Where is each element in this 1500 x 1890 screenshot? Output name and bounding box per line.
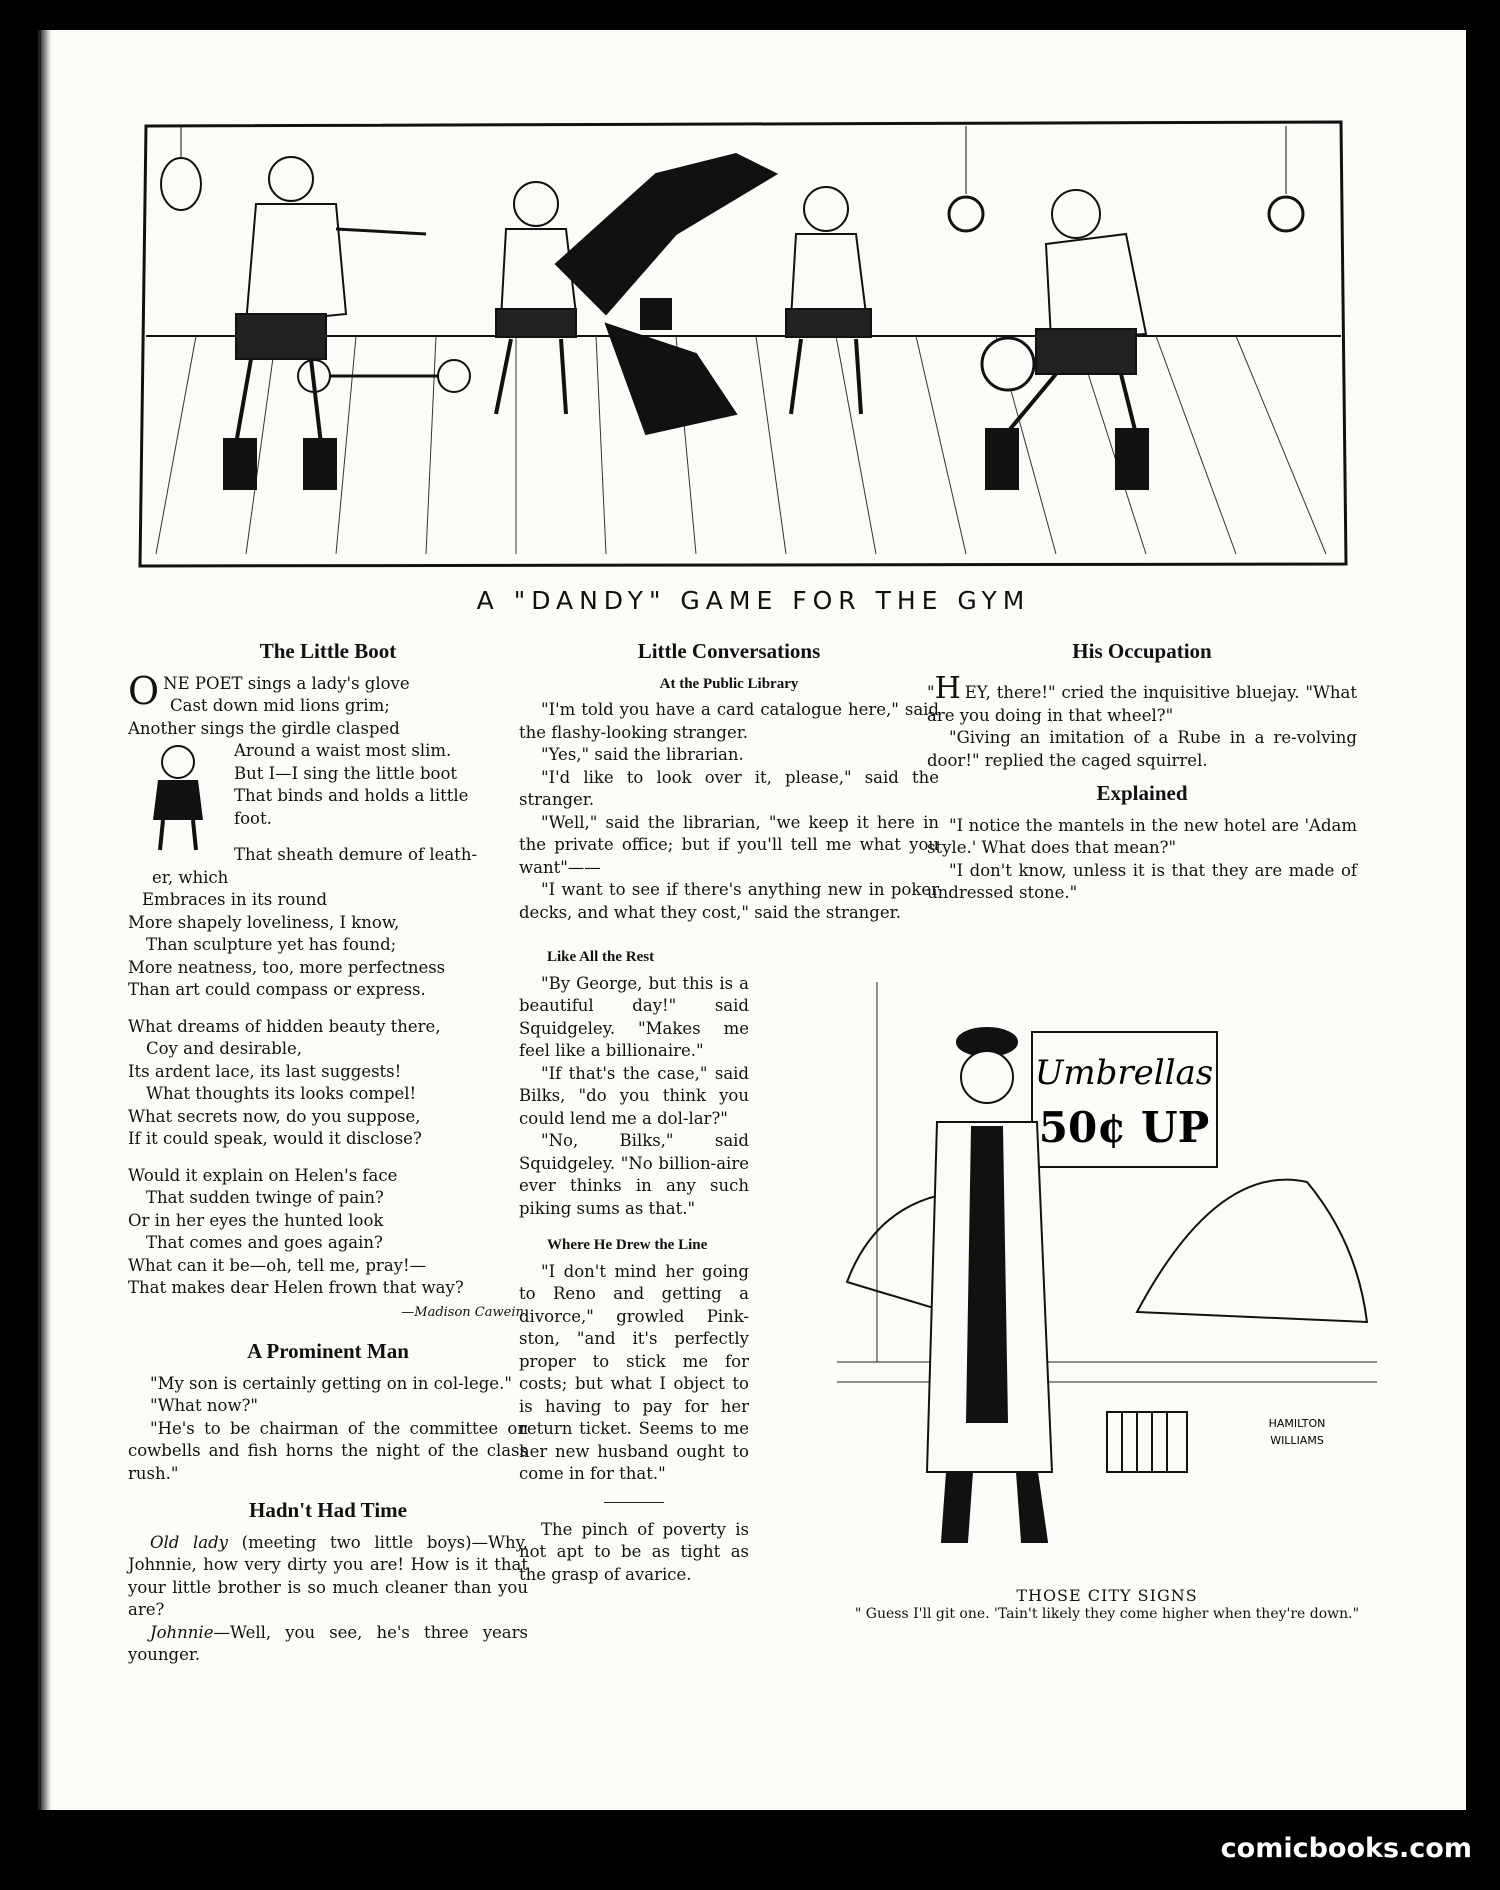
poem-little-boot xyxy=(128,668,528,1325)
paragraph: "If that's the case," said Bilks, "do you think you could lend me a dol-lar?" xyxy=(519,1063,749,1128)
paragraph: "I don't know, unless it is that they are made of undressed stone." xyxy=(927,860,1357,902)
column-1 xyxy=(128,636,528,1667)
poem-line: Cast down mid lions grim; xyxy=(170,696,390,715)
poem-line: er, which xyxy=(152,867,229,887)
paragraph: "Well," said the librarian, "we keep it here in the private office; but if you'll tell me what you want"—— xyxy=(519,812,939,877)
poem-line: NE POET sings a lady's glove xyxy=(163,673,410,693)
poem-line: Coy and desirable, xyxy=(146,1039,303,1058)
article-title: The Little Boot xyxy=(259,639,397,663)
column-3 xyxy=(927,636,1357,905)
article-title: Explained xyxy=(1096,781,1188,805)
poem-line: foot. xyxy=(234,808,272,828)
paragraph xyxy=(927,670,1357,728)
paragraph: "Giving an imitation of a Rube in a re-volving door!" replied the caged squirrel. xyxy=(927,728,1357,770)
poem-line: More shapely loveliness, I know, xyxy=(128,912,400,932)
poem-signature: —Madison Cawein. xyxy=(401,1304,528,1320)
paragraph: "He's to be chairman of the committee on cowbells and fish horns the night of the class rush." xyxy=(128,1418,528,1483)
poem-stanza xyxy=(128,1165,528,1300)
divider xyxy=(604,1502,664,1503)
site-watermark: comicbooks.com xyxy=(1220,1833,1472,1864)
poem-line: What secrets now, do you suppose, xyxy=(128,1106,421,1126)
poem-line: That comes and goes again? xyxy=(146,1233,383,1252)
paragraph: The pinch of poverty is not apt to be as tight as the grasp of avarice. xyxy=(519,1519,749,1584)
paragraph xyxy=(128,1622,528,1667)
paragraph xyxy=(128,1532,528,1622)
sign-text-price: 50¢ UP xyxy=(1038,1103,1210,1152)
drop-cap: H xyxy=(934,670,961,706)
article-title: Hadn't Had Time xyxy=(249,1498,407,1522)
poem-line: But I—I sing the little boot xyxy=(234,763,458,783)
dialogue-text: EY, there!" cried the inquisitive bluejay. "What are you doing in that wheel?" xyxy=(927,682,1357,725)
poem-line: What can it be—oh, tell me, pray!— xyxy=(128,1255,427,1275)
poem-line: More neatness, too, more perfectness xyxy=(128,957,446,977)
paragraph: "By George, but this is a beautiful day!" said Squidgeley. "Makes me feel like a billionaire." xyxy=(519,973,749,1060)
paragraph: "I want to see if there's anything new in poker decks, and what they cost," said the stranger. xyxy=(519,880,939,922)
paragraph: "I'd like to look over it, please," said the stranger. xyxy=(519,767,939,809)
poem-line: Another sings the girdle clasped xyxy=(128,718,400,738)
poem-line: Around a waist most slim. xyxy=(234,741,452,760)
poem-line: Than art could compass or express. xyxy=(128,980,426,999)
umbrella-cartoon-caption xyxy=(837,1586,1377,1623)
poem-line: That binds and holds a little xyxy=(234,786,469,805)
article-subtitle: At the Public Library xyxy=(659,675,799,692)
open-quote: " xyxy=(927,682,935,702)
paragraph: "What now?" xyxy=(150,1396,259,1415)
poem-line: That sudden twinge of pain? xyxy=(146,1188,384,1207)
sign-text-umbrellas: Umbrellas xyxy=(1034,1053,1214,1093)
artist-signature: HAMILTON xyxy=(1268,1417,1326,1430)
article-title: Where He Drew the Line xyxy=(547,1237,708,1253)
drop-cap: O xyxy=(128,668,160,713)
dialogue-text: (meeting two little boys)—Why, Johnnie, how very dirty you are! How is it that your little brother is so much cleaner than you are? xyxy=(128,1532,529,1619)
caption-quote: " Guess I'll git one. 'Tain't likely they come higher when they're down." xyxy=(854,1606,1360,1622)
gym-illustration xyxy=(136,114,1351,574)
poem-line: That makes dear Helen frown that way? xyxy=(128,1278,464,1297)
poem-line: What thoughts its looks compel! xyxy=(146,1084,417,1103)
poem-line: Or in her eyes the hunted look xyxy=(128,1210,384,1230)
poem-line: What dreams of hidden beauty there, xyxy=(128,1016,441,1036)
page-gutter xyxy=(41,30,51,1810)
poem-line: If it could speak, would it disclose? xyxy=(128,1129,422,1148)
paragraph: "Yes," said the librarian. xyxy=(541,745,744,764)
article-title: Like All the Rest xyxy=(547,949,655,965)
paragraph: "No, Bilks," said Squidgeley. "No billion-aire ever thinks in any such piking sums as that." xyxy=(519,1131,749,1218)
poem-line: Its ardent lace, its last suggests! xyxy=(128,1061,402,1081)
paragraph: "My son is certainly getting on in col-lege." xyxy=(150,1373,512,1393)
poem-line: Than sculpture yet has found; xyxy=(146,935,397,954)
poem-stanza xyxy=(128,1016,528,1151)
poem-line: That sheath demure of leath- xyxy=(234,845,478,864)
narrow-column xyxy=(519,946,749,1586)
umbrella-cartoon xyxy=(837,982,1377,1572)
paragraph: "I'm told you have a card catalogue here," said the flashy-looking stranger. xyxy=(519,700,939,742)
paragraph: "I don't mind her going to Reno and getting a divorce," growled Pink-ston, "and it's perfectly proper to stick me for costs; but what I object to is having to pay for her return ticket. Seems to me her new husband ought to come in for that." xyxy=(519,1261,749,1483)
artist-signature: WILLIAMS xyxy=(1270,1434,1324,1447)
article-title: A Prominent Man xyxy=(247,1339,409,1363)
speaker-name: Old lady xyxy=(150,1532,229,1552)
poem-line: Embraces in its round xyxy=(142,890,328,909)
dialogue-text: —Well, you see, he's three years younger. xyxy=(128,1622,528,1664)
magazine-page xyxy=(38,30,1466,1810)
paragraph: "I notice the mantels in the new hotel are 'Adam style.' What does that mean?" xyxy=(927,815,1357,857)
boy-illustration xyxy=(128,740,228,860)
article-title: His Occupation xyxy=(1072,639,1212,663)
gym-illustration-caption: A "DANDY" GAME FOR THE GYM xyxy=(476,586,1031,615)
poem-line: Would it explain on Helen's face xyxy=(128,1165,398,1185)
caption-title: THOSE CITY SIGNS xyxy=(1016,1586,1198,1605)
article-title: Little Conversations xyxy=(637,639,821,663)
speaker-name: Johnnie xyxy=(150,1622,214,1642)
